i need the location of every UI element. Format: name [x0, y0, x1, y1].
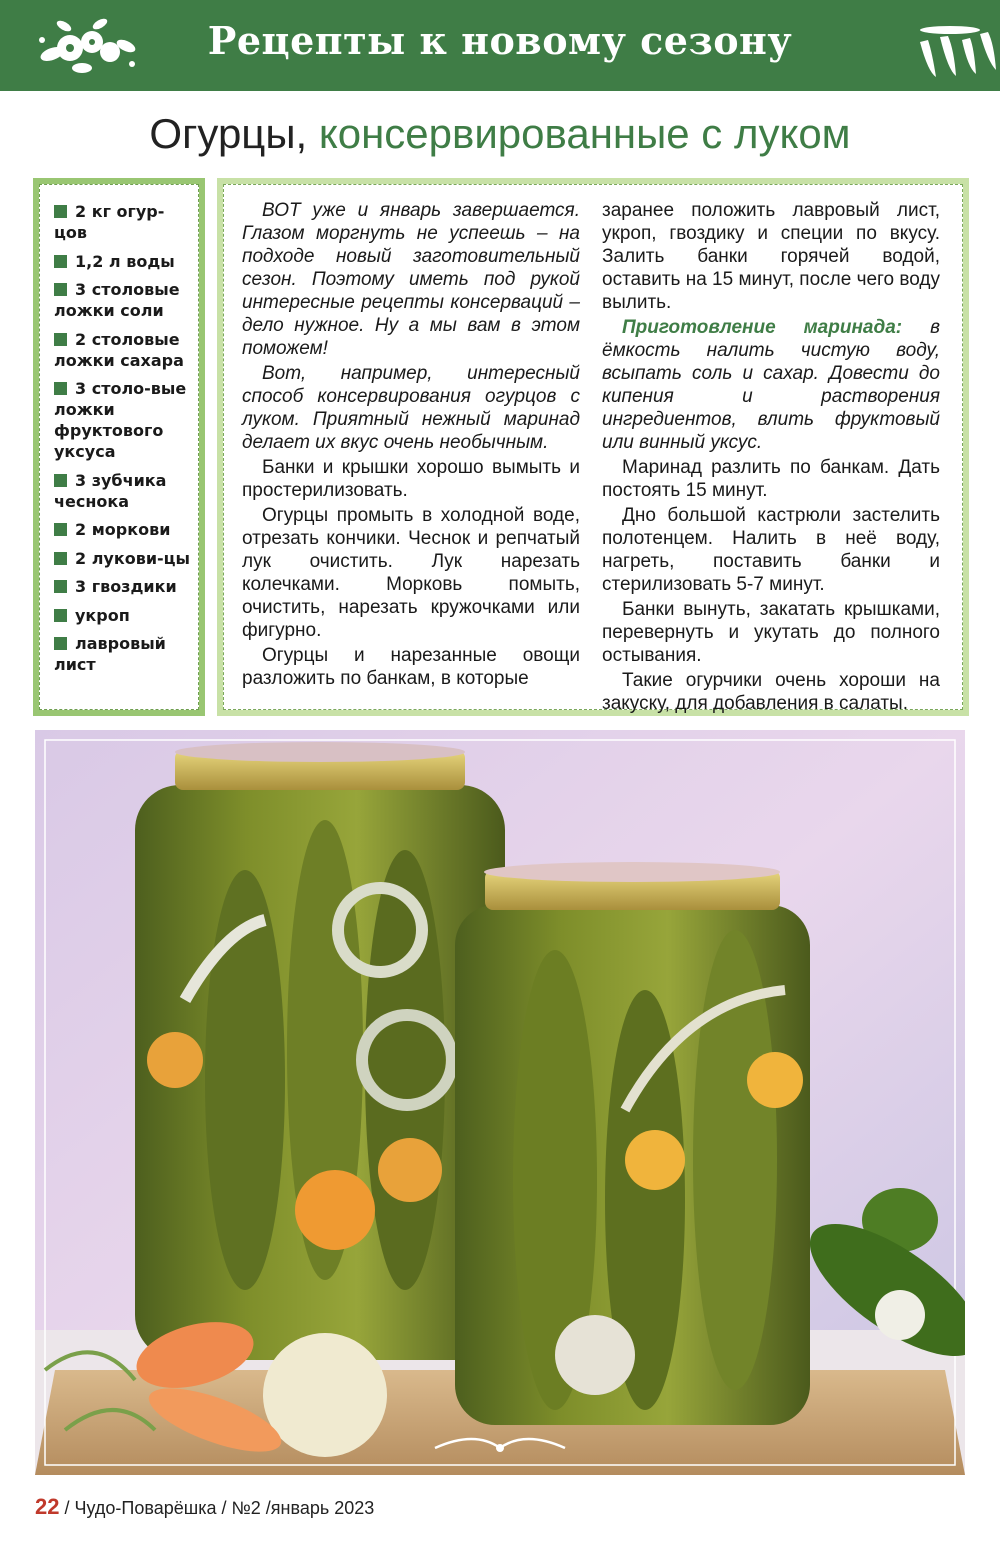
step-paragraph: Маринад разлить по банкам. Дать постоять 15 минут.	[602, 457, 940, 501]
step-paragraph: Огурцы промыть в холодной воде, отрезать кончики. Чеснок и репчатый лук очистить. Лук нарезать колечками. Морковь помыть, очистить, нарезать кружочками или фигурно.	[242, 505, 580, 641]
section-header	[0, 0, 1000, 91]
title-main: Огурцы,	[149, 110, 308, 157]
marinade-paragraph	[602, 316, 940, 454]
page-number: 22	[35, 1494, 60, 1519]
page-footer	[35, 1494, 374, 1520]
ingredient-item: 3 гвоздики	[54, 576, 190, 597]
step-paragraph: Огурцы и нарезанные овощи разложить по банкам, в которые	[242, 645, 580, 689]
onion	[263, 1333, 387, 1457]
ingredient-item: 3 столовые ложки соли	[54, 280, 180, 320]
step-paragraph: Дно большой кастрюли застелить полотенцем. Налить в неё воду, нагреть, поставить банки и стерилизовать 5-7 минут.	[602, 505, 940, 595]
bullet-square-icon	[54, 382, 67, 395]
step-paragraph: Такие огурчики очень хороши на закуску, для добавления в салаты.	[602, 670, 940, 714]
article-title	[0, 108, 1000, 160]
bullet-square-icon	[54, 255, 67, 268]
small-jar	[455, 862, 810, 1425]
large-jar	[135, 742, 505, 1360]
pickled-cucumbers-photo	[35, 730, 965, 1475]
bullet-square-icon	[54, 283, 67, 296]
bullet-square-icon	[54, 580, 67, 593]
bullet-square-icon	[54, 552, 67, 565]
step-paragraph: заранее положить лавровый лист, укроп, гвоздику и специи по вкусу. Залить банки горячей водой, оставить на 15 минут, после чего воду вылить.	[602, 200, 941, 313]
ingredient-item: 3 столо-вые ложки фруктового уксуса	[54, 379, 187, 461]
ingredient-item: 3 зубчика чеснока	[54, 470, 167, 511]
intro-paragraph: Вот, например, интересный способ консервирования огурцов с луком. Приятный нежный маринад делает их вкус очень необычным.	[242, 363, 580, 453]
marinade-text: в ёмкость налить чистую воду, всыпать соль и сахар. Довести до кипения и растворения ингредиентов, влить фруктовый или винный уксус.	[602, 317, 940, 453]
bullet-square-icon	[54, 474, 67, 487]
bullet-square-icon	[54, 609, 67, 622]
ingredient-item: 2 столовые ложки сахара	[54, 329, 184, 370]
intro-paragraph: ВОТ уже и январь завершается. Глазом моргнуть не успеешь – на подходе новый заготовительный сезон. Поэтому иметь под рукой интересные рецепты консерваций – дело нужное. Ну а мы вам в этом поможем!	[242, 200, 580, 359]
step-paragraph: Банки и крышки хорошо вымыть и простерилизовать.	[242, 457, 580, 501]
ingredient-item: укроп	[54, 605, 190, 626]
ingredient-item: 2 лукови-цы	[54, 548, 190, 569]
article-column-left	[242, 199, 580, 692]
bullet-square-icon	[54, 523, 67, 536]
jars-illustration	[35, 730, 965, 1475]
bullet-square-icon	[54, 333, 67, 346]
article-box	[217, 178, 969, 716]
step-paragraph: Банки вынуть, закатать крышками, перевернуть и укутать до полного остывания.	[602, 599, 940, 666]
ingredients-box	[33, 178, 205, 716]
ingredients-list	[39, 184, 199, 710]
bullet-square-icon	[54, 637, 67, 650]
article-column-right	[602, 199, 940, 717]
title-sub: консервированные с луком	[318, 110, 851, 157]
section-title: Рецепты к новому сезону	[207, 18, 793, 63]
ingredient-item: 1,2 л воды	[54, 251, 190, 272]
ingredient-item: 2 кг огур-цов	[54, 202, 165, 242]
article-body	[223, 184, 963, 714]
bullet-square-icon	[54, 205, 67, 218]
publication-info: / Чудо-Поварёшка / №2 /январь 2023	[64, 1498, 375, 1518]
ingredient-item: 2 моркови	[54, 519, 190, 540]
pepper-ornament-icon	[910, 22, 1000, 82]
ingredient-item: лавровый лист	[54, 634, 166, 674]
marinade-lead: Приготовление маринада:	[622, 317, 903, 338]
